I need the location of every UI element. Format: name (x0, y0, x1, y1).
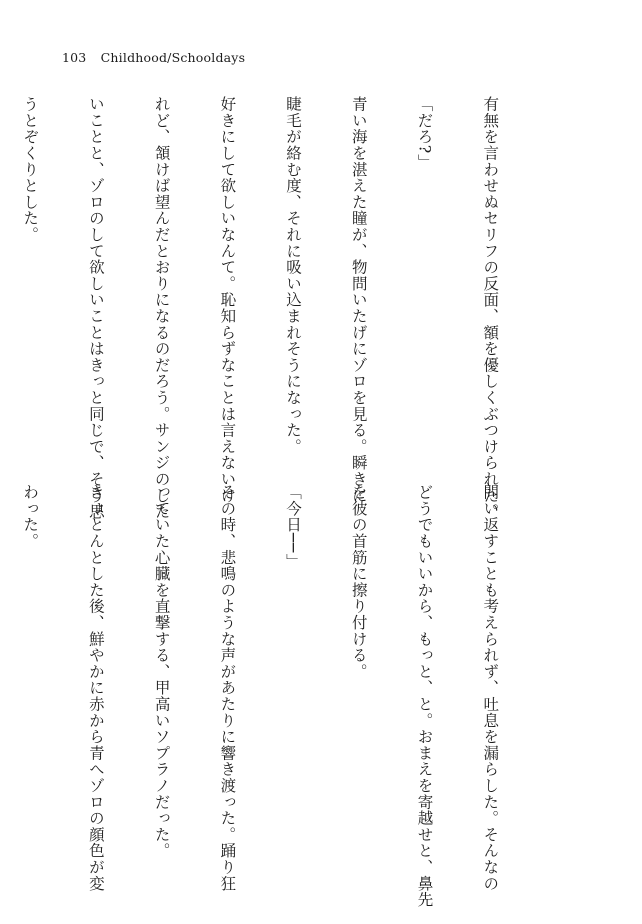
text-line: きょとんとした後、鮮やかに赤から青へゾロの顔色が変 (86, 484, 105, 892)
text-line: 青い海を湛えた瞳が、物問いたげにゾロを見る。瞬きに (349, 96, 368, 504)
page-number: 103 (62, 50, 87, 65)
text-line: 睫毛が絡む度、それに吸い込まれそうになった。 (284, 96, 303, 455)
running-header (62, 50, 245, 65)
text-line: うとぞくりとした。 (21, 96, 40, 243)
text-line: っていた心臓を直撃する、甲高いソプラノだった。 (152, 484, 171, 859)
text-line: 問い返すことも考えられず、吐息を漏らした。そんなの (481, 484, 500, 892)
running-title: Childhood/Schooldays (100, 50, 246, 65)
text-line: 「今日──」 (284, 484, 303, 570)
text-line: どうでもいいから、もっと、と。おまえを寄越せと、鼻先 (415, 484, 434, 908)
text-line: 好きにして欲しいなんて。恥知らずなことは言えないけ (218, 96, 237, 504)
text-line: を彼の首筋に擦り付ける。 (349, 484, 368, 680)
lower-text-block (0, 484, 544, 908)
text-line: 「だろ?」 (415, 96, 434, 171)
text-line: れど、頷けば望んだとおりになるのだろう。サンジのした (152, 96, 171, 520)
text-line: その時、悲鳴のような声があたりに響き渡った。踊り狂 (218, 484, 237, 892)
text-line: いことと、ゾロのして欲しいことはきっと同じで、そう思 (86, 96, 105, 520)
text-line: 有無を言わせぬセリフの反面、額を優しくぶつけられた。 (481, 96, 500, 520)
text-line: わった。 (21, 484, 40, 550)
